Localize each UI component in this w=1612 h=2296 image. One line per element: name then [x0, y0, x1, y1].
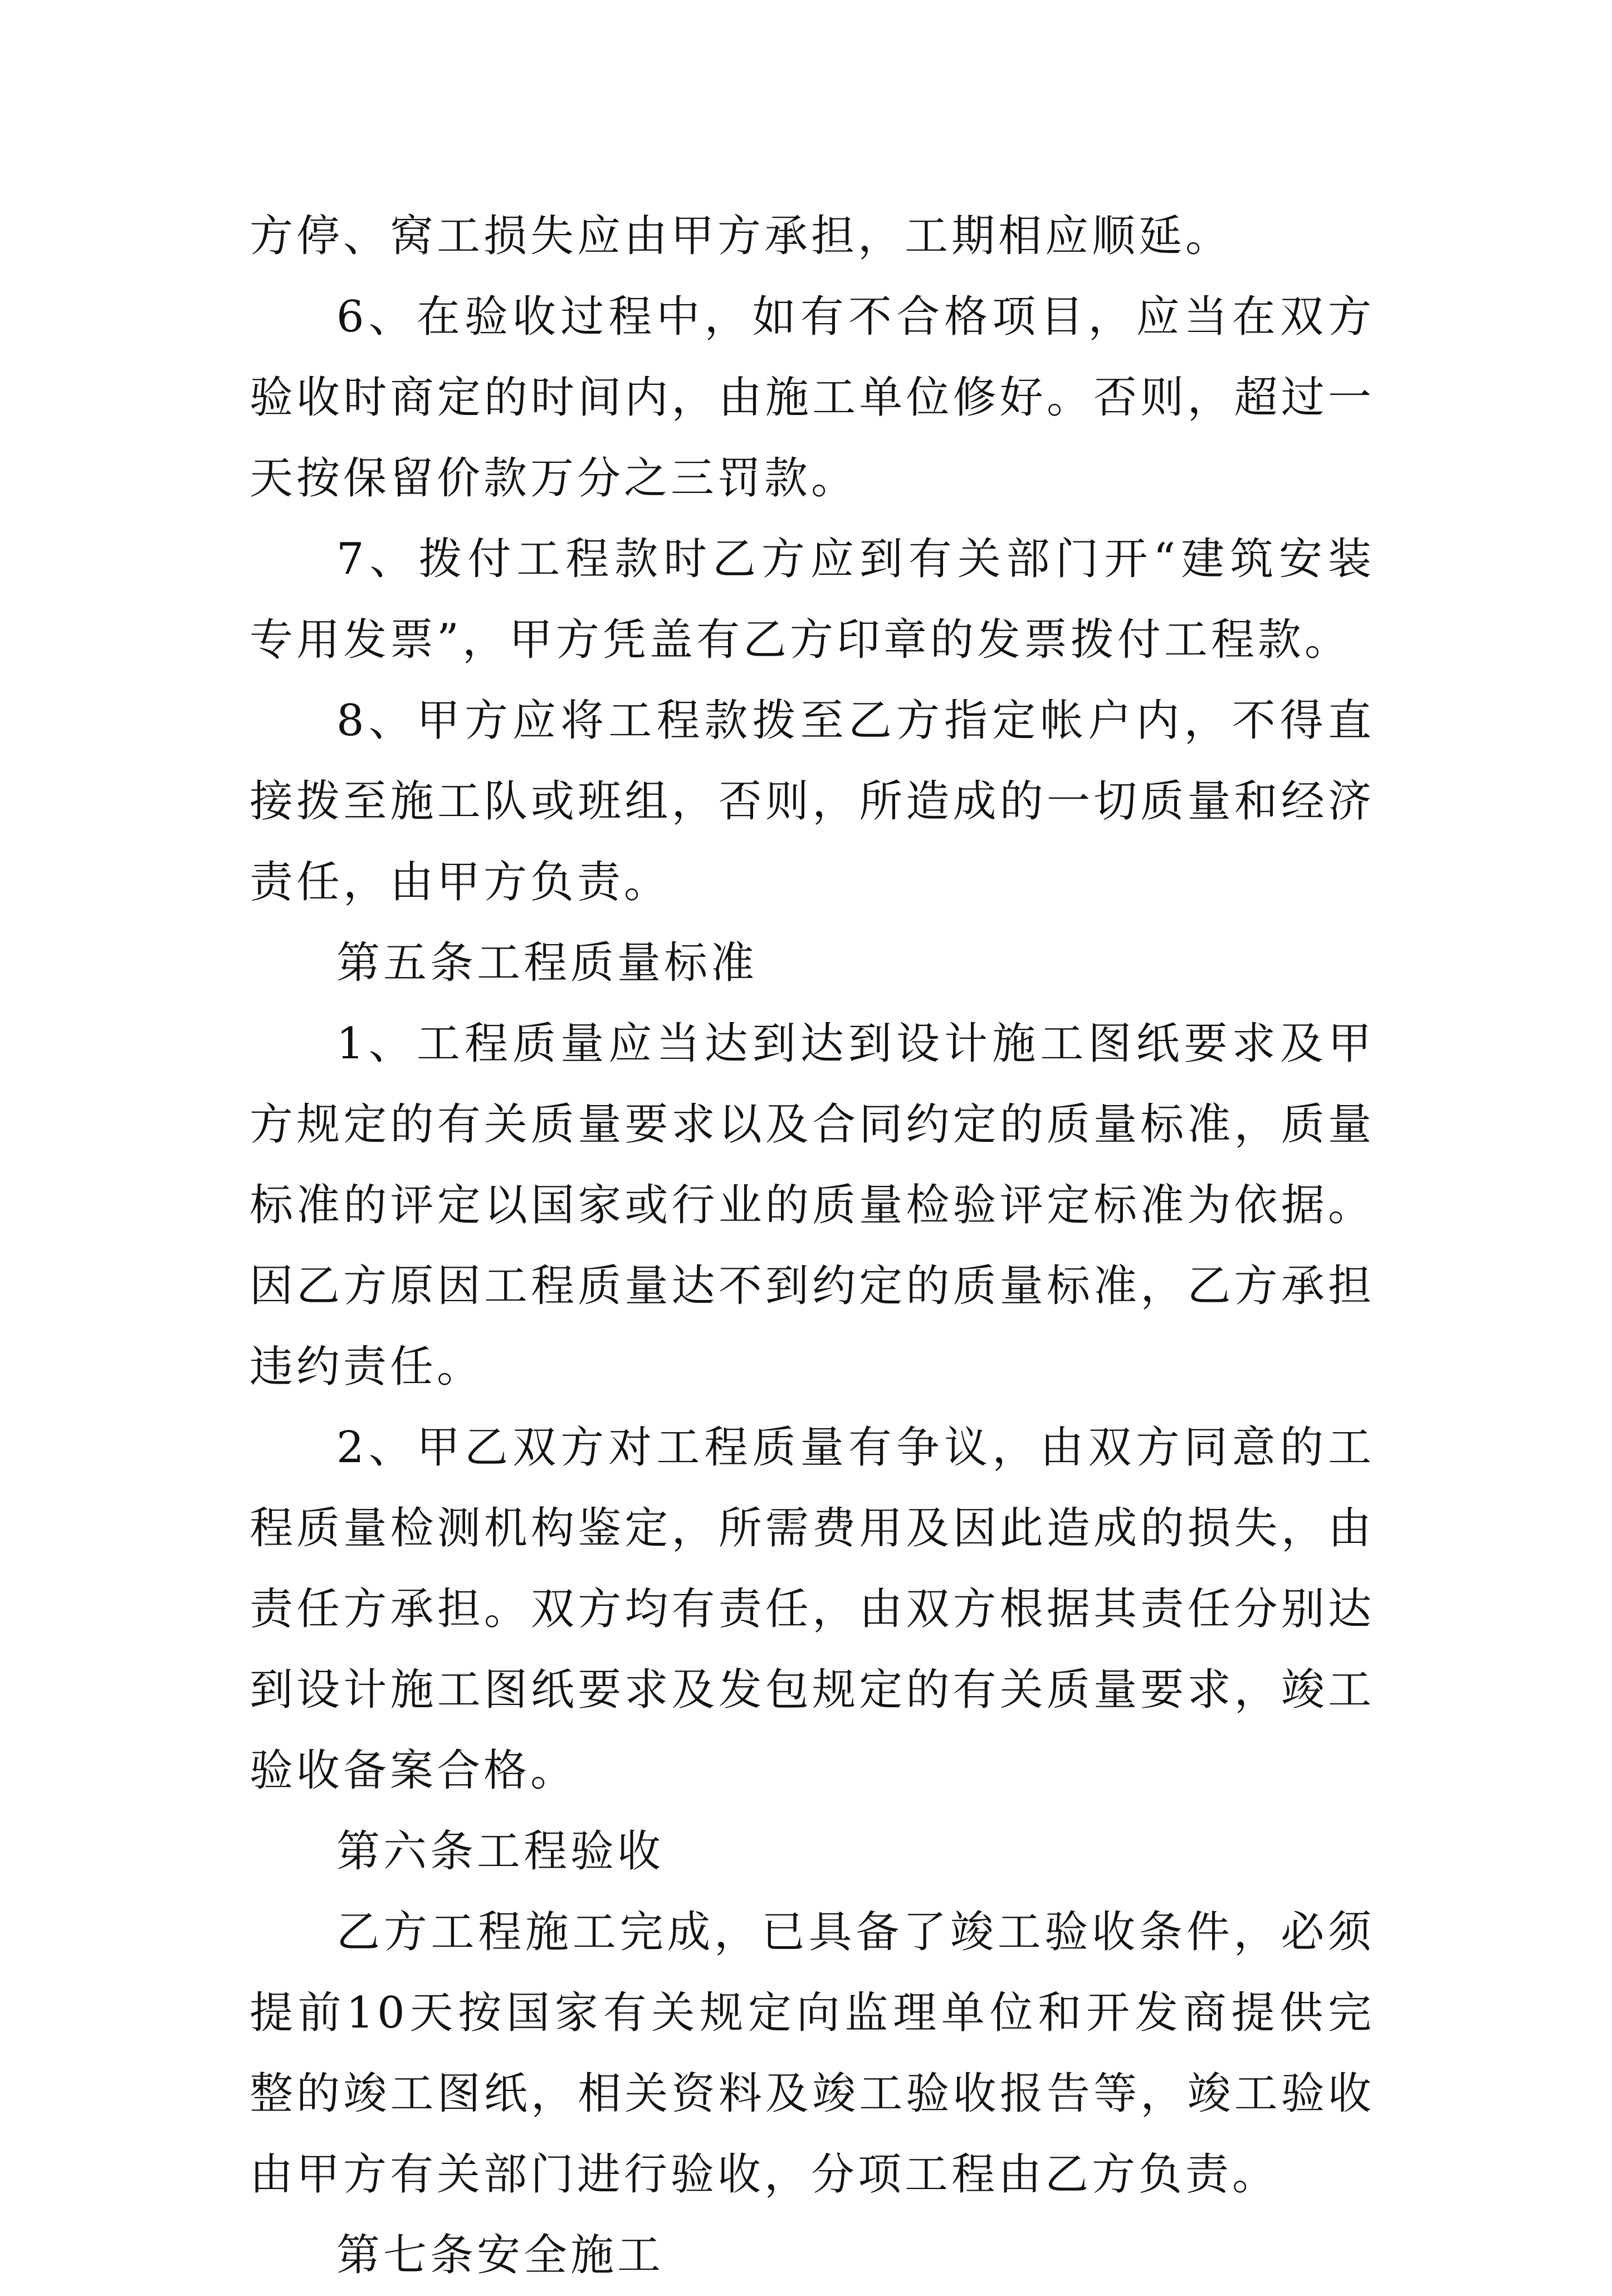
article-7-heading: 第七条安全施工 — [336, 2230, 665, 2280]
paragraph-item-8: 8、甲方应将工程款拨至乙方指定帐户内，不得直接拨至施工队或班组，否则，所造成的一切质量和经济责任，由甲方负责。 — [250, 696, 1375, 907]
article-5-item-1: 1、工程质量应当达到达到设计施工图纸要求及甲方规定的有关质量要求以及合同约定的质量标准，质量标准的评定以国家或行业的质量检验评定标准为依据。因乙方原因工程质量达不到约定的质量标准，乙方承担违约责任。 — [250, 1019, 1375, 1392]
paragraph-continuation: 方停、窝工损失应由甲方承担，工期相应顺延。 — [250, 211, 1233, 261]
article-6-heading: 第六条工程验收 — [336, 1826, 665, 1877]
paragraph-item-6: 6、在验收过程中，如有不合格项目，应当在双方验收时商定的时间内，由施工单位修好。否则，超过一天按保留价款万分之三罚款。 — [250, 292, 1375, 504]
document-body — [250, 196, 1375, 2296]
paragraph-item-7: 7、拨付工程款时乙方应到有关部门开“建筑安装专用发票”，甲方凭盖有乙方印章的发票拨付工程款。 — [250, 534, 1375, 665]
article-5-item-2: 2、甲乙双方对工程质量有争议，由双方同意的工程质量检测机构鉴定，所需费用及因此造成的损失，由责任方承担。双方均有责任，由双方根据其责任分别达到设计施工图纸要求及发包规定的有关质量要求，竣工验收备案合格。 — [250, 1423, 1375, 1796]
article-5-heading: 第五条工程质量标准 — [336, 938, 758, 988]
article-6-body: 乙方工程施工完成，已具备了竣工验收条件，必须提前10天按国家有关规定向监理单位和开发商提供完整的竣工图纸，相关资料及竣工验收报告等，竣工验收由甲方有关部门进行验收，分项工程由乙方负责。 — [250, 1907, 1375, 2200]
